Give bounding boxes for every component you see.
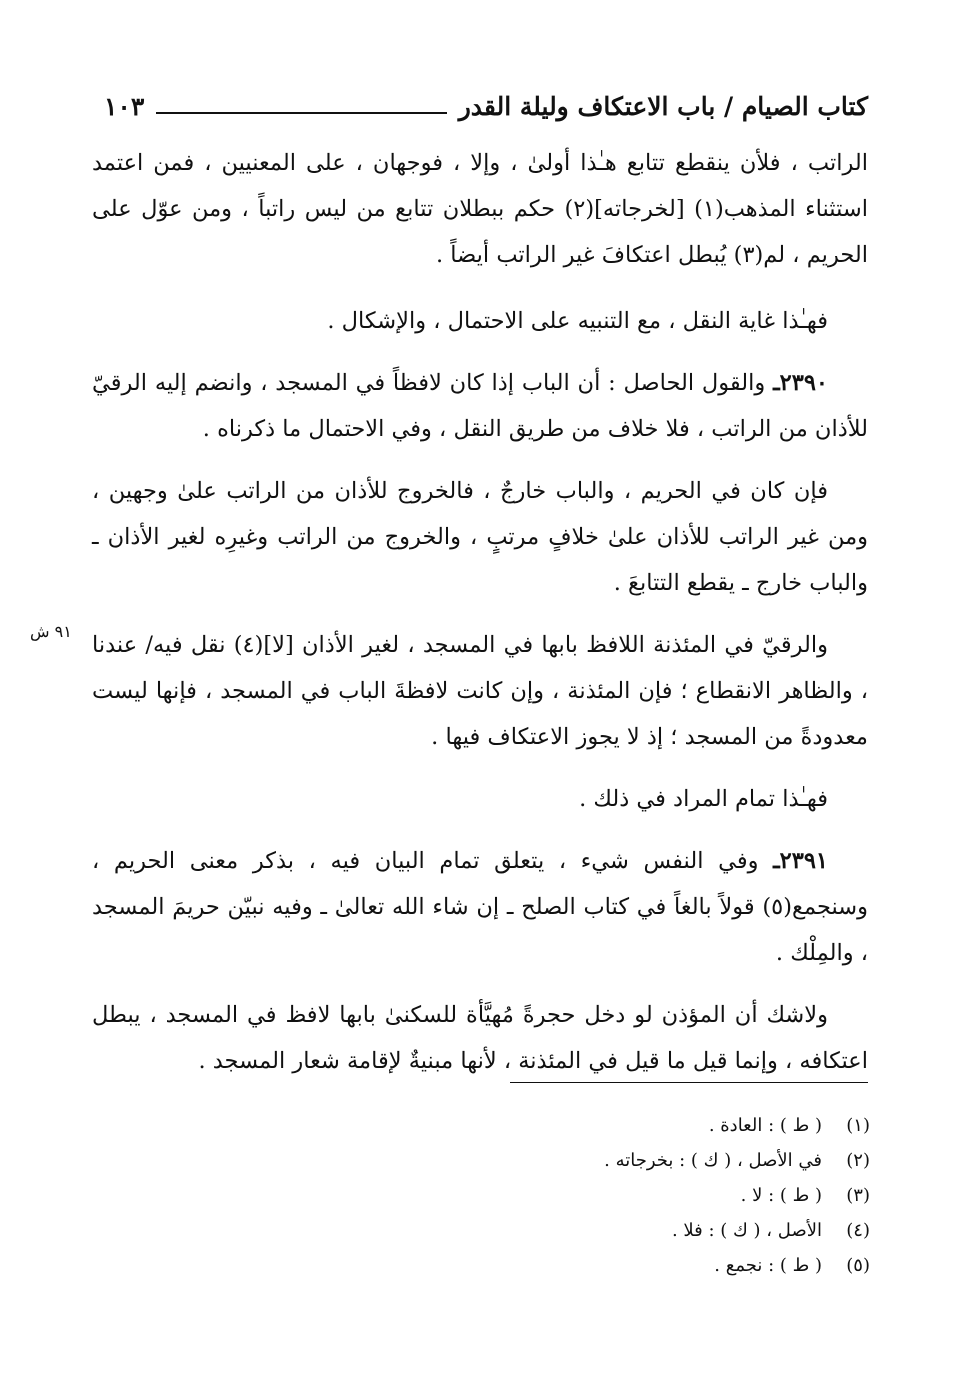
- footnote-separator: [510, 1082, 868, 1083]
- header-rule: [156, 112, 446, 114]
- paragraph-text: ولاشك أن المؤذن لو دخل حجرةً مُهيَّأة للسكنىٰ بابها لافظ في المسجد ، يبطل اعتكافه ، وإنما قيل ما قيل في المئذنة ، لأنها مبنيةٌ لإقامة شعار المسجد .: [92, 1002, 868, 1074]
- footnote-text: في الأصل ، ( ك ) : بخرجاته .: [604, 1150, 822, 1171]
- paragraph-text: والرقيّ في المئذنة اللافظ بابها في المسجد ، لغير الأذان [لا](٤) نقل فيه/ عندنا ، والظاهر الانقطاع ؛ فإن المئذنة ، وإن كانت لافظةَ الباب في المسجد ، فإنها ليست معدودةً من المسجد ؛ إذ لا يجوز الاعتكاف فيها .: [92, 632, 868, 750]
- footnote-number: (٣): [846, 1185, 870, 1206]
- numbered-paragraph: [92, 838, 868, 976]
- footnote: [450, 1108, 870, 1143]
- footnote: [450, 1213, 870, 1248]
- paragraph-number: ٢٣٩٠ـ: [773, 370, 828, 396]
- main-text: [92, 140, 868, 1100]
- paragraph: [92, 468, 868, 606]
- paragraph-text: فإن كان في الحريم ، والباب خارجٌ ، فالخروج للأذان من الراتب علىٰ وجهين ، ومن غير الراتب للأذان علىٰ خلافٍ مرتبٍ ، والخروج من الراتب وغيرِه لغير الأذان ـ والباب خارج ـ يقطع التتابعَ .: [92, 478, 868, 596]
- paragraph-text: فهـٰذا غاية النقل ، مع التنبيه على الاحتمال ، والإشكال .: [327, 308, 828, 334]
- paragraph-number: ٢٣٩١ـ: [773, 848, 828, 874]
- paragraph-text: فهـٰذا تمام المراد في ذلك .: [579, 786, 828, 812]
- paragraph: [92, 776, 868, 822]
- footnote-number: (٢): [846, 1150, 870, 1171]
- numbered-paragraph: [92, 360, 868, 452]
- footnotes: [450, 1108, 870, 1283]
- footnote-text: ( ط ) : لا .: [740, 1185, 822, 1206]
- footnote-text: ( ط ) : نجمع .: [714, 1255, 822, 1276]
- paragraph: [92, 298, 868, 344]
- page-number: ١٠٣: [104, 92, 145, 121]
- footnote: [450, 1248, 870, 1283]
- footnote-number: (٥): [846, 1255, 870, 1276]
- footnote-number: (٤): [846, 1220, 870, 1241]
- paragraph: [92, 992, 868, 1084]
- footnote-text: ( ط ) : العادة .: [708, 1115, 822, 1136]
- paragraph-text: والقول الحاصل : أن الباب إذا كان لافظاً في المسجد ، وانضم إليه الرقيّ للأذان من الراتب ، فلا خلاف من طريق النقل ، وفي الاحتمال ما ذكرناه .: [92, 370, 868, 442]
- running-header: [104, 88, 868, 122]
- paragraph-text: الراتب ، فلأن ينقطع تتابع هـٰذا أولىٰ ، وإلا ، فوجهان ، على المعنيين ، فمن اعتمد استثناء المذهب(١) [لخرجاته](٢) حكم ببطلان تتابع من ليس راتباً ، ومن عوّل على الحريم ، لم(٣) يُبطل اعتكافَ غير الراتب أيضاً .: [92, 150, 868, 268]
- paragraph-text: وفي النفس شيء ، يتعلق تمام البيان فيه ، بذكر معنى الحريم ، وسنجمع(٥) قولاً بالغاً في كتاب الصلح ـ إن شاء الله تعالىٰ ـ وفيه نبيّن حريمَ المسجد ، والمِلْك .: [92, 848, 868, 966]
- footnote: [450, 1143, 870, 1178]
- footnote-number: (١): [846, 1115, 870, 1136]
- header-title: كتاب الصيام / باب الاعتكاف وليلة القدر: [458, 92, 868, 121]
- margin-folio-note: ٩١ ش: [30, 622, 72, 641]
- paragraph: [92, 140, 868, 278]
- paragraph: [92, 622, 868, 760]
- footnote: [450, 1178, 870, 1213]
- footnote-text: الأصل ، ( ك ) : فلا .: [671, 1220, 822, 1241]
